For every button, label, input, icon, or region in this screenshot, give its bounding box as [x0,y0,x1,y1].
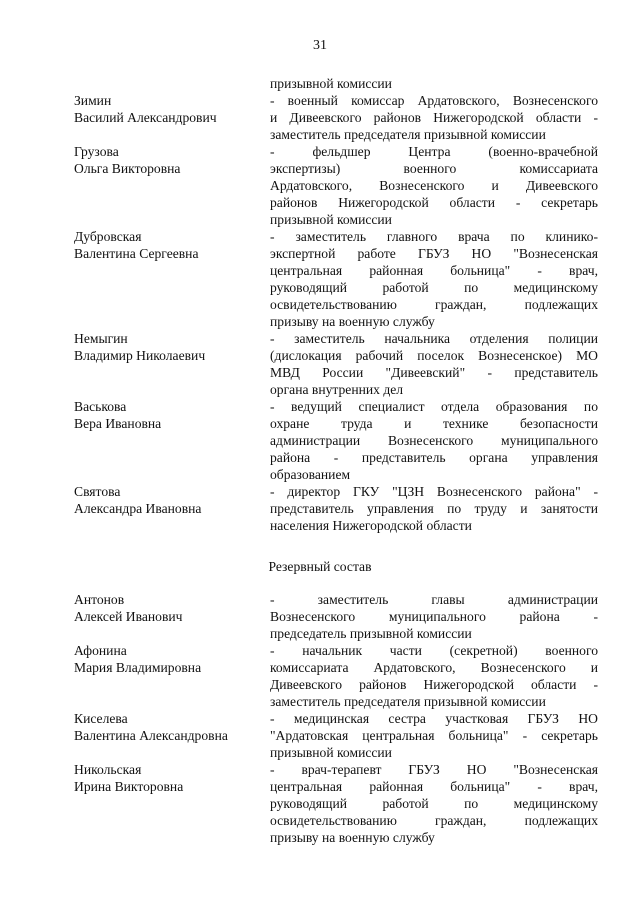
description-line: призывной комиссии [270,212,392,227]
member-surname: Немыгин [74,331,128,346]
member-name [74,483,270,517]
description-line: экспертизы) военного комиссариата [270,161,598,176]
member-name [74,710,270,744]
member-given-names: Ирина Викторовна [74,779,184,794]
description-line: - заместитель главного врача по клинико- [270,229,598,244]
description-line: образованием [270,467,351,482]
member-given-names: Вера Ивановна [74,416,162,431]
member-name [74,398,270,432]
member-name [74,591,270,625]
description-line: органа внутренних дел [270,382,404,397]
member-surname: Афонина [74,643,127,658]
member-given-names: Валентина Александровна [74,728,228,743]
page-number: 31 [313,38,327,53]
member-surname: Васькова [74,399,127,414]
description-line: Дивеевского районов Нижегородской области - [270,677,598,692]
member-role-description [270,330,598,398]
member-row [74,228,598,330]
description-line: освидетельствованию граждан, подлежащих [270,813,598,828]
member-surname: Дубровская [74,229,142,244]
member-given-names: Василий Александрович [74,110,217,125]
description-line: администрации Вознесенского муниципального [270,433,598,448]
member-role-description [270,642,598,710]
member-row [74,710,598,761]
description-line: призывной комиссии [270,76,392,91]
member-surname: Антонов [74,592,125,607]
description-line: руководящий работой по медицинскому [270,280,598,295]
member-surname: Никольская [74,762,142,777]
description-line: района - представитель органа управления [270,450,598,465]
member-given-names: Владимир Николаевич [74,348,206,363]
member-row [74,591,598,642]
description-line: призыву на военную службу [270,830,435,845]
description-line: районов Нижегородской области - секретарь [270,195,598,210]
member-surname: Грузова [74,144,119,159]
description-line: комиссариата Ардатовского, Вознесенского и [270,660,598,675]
description-line: освидетельствованию граждан, подлежащих [270,297,598,312]
description-line: МВД России "Дивеевский" - представитель [270,365,598,380]
description-line: призыву на военную службу [270,314,435,329]
description-line: - начальник части (секретной) военного [270,643,598,658]
description-line: представитель управления по труду и занятости [270,501,598,516]
description-line: - фельдшер Центра (военно-врачебной [270,144,598,159]
member-name [74,330,270,364]
description-line: Вознесенского муниципального района - [270,609,598,624]
member-row [74,483,598,534]
member-role-description [270,710,598,761]
commission-main-list [74,75,598,534]
member-role-description [270,483,598,534]
description-line: призывной комиссии [270,745,392,760]
member-row [74,75,598,92]
member-role-description [270,398,598,483]
member-row [74,398,598,483]
commission-reserve-list [74,591,598,846]
member-surname: Зимин [74,93,112,108]
description-line: центральная районная больница" - врач, [270,263,598,278]
description-line: Ардатовского, Вознесенского и Дивеевского [270,178,598,193]
member-given-names: Валентина Сергеевна [74,246,199,261]
description-line: и Дивеевского районов Нижегородской области - [270,110,598,125]
member-given-names: Мария Владимировна [74,660,202,675]
description-line: "Ардатовская центральная больница" - секретарь [270,728,598,743]
member-role-description [270,228,598,330]
member-surname: Святова [74,484,121,499]
member-surname: Киселева [74,711,128,726]
description-line: населения Нижегородской области [270,518,472,533]
member-given-names: Ольга Викторовна [74,161,181,176]
description-line: охране труда и технике безопасности [270,416,598,431]
member-name [74,761,270,795]
description-line: - заместитель главы администрации [270,592,598,607]
member-given-names: Александра Ивановна [74,501,202,516]
description-line: руководящий работой по медицинскому [270,796,598,811]
member-name [74,143,270,177]
description-line: заместитель председателя призывной комиссии [270,127,546,142]
member-role-description [270,591,598,642]
member-row [74,92,598,143]
description-line: экспертной работе ГБУЗ НО "Вознесенская [270,246,598,261]
member-name [74,228,270,262]
member-row [74,143,598,228]
member-row [74,330,598,398]
member-role-description [270,761,598,846]
member-role-description [270,143,598,228]
member-row [74,761,598,846]
description-line: - военный комиссар Ардатовского, Вознесенского [270,93,598,108]
description-line: - ведущий специалист отдела образования по [270,399,598,414]
member-role-description [270,92,598,143]
description-line: председатель призывной комиссии [270,626,472,641]
description-line: центральная районная больница" - врач, [270,779,598,794]
description-line: - заместитель начальника отделения полиции [270,331,598,346]
description-line: - директор ГКУ "ЦЗН Вознесенского района" - [270,484,598,499]
description-line: - врач-терапевт ГБУЗ НО "Вознесенская [270,762,598,777]
description-line: заместитель председателя призывной комиссии [270,694,546,709]
member-name [74,642,270,676]
description-line: (дислокация рабочий поселок Вознесенское) МО [270,348,598,363]
reserve-section-title: Резервный состав [268,559,372,574]
member-row [74,642,598,710]
member-role-description [270,75,598,92]
member-name [74,92,270,126]
member-given-names: Алексей Иванович [74,609,183,624]
description-line: - медицинская сестра участковая ГБУЗ НО [270,711,598,726]
